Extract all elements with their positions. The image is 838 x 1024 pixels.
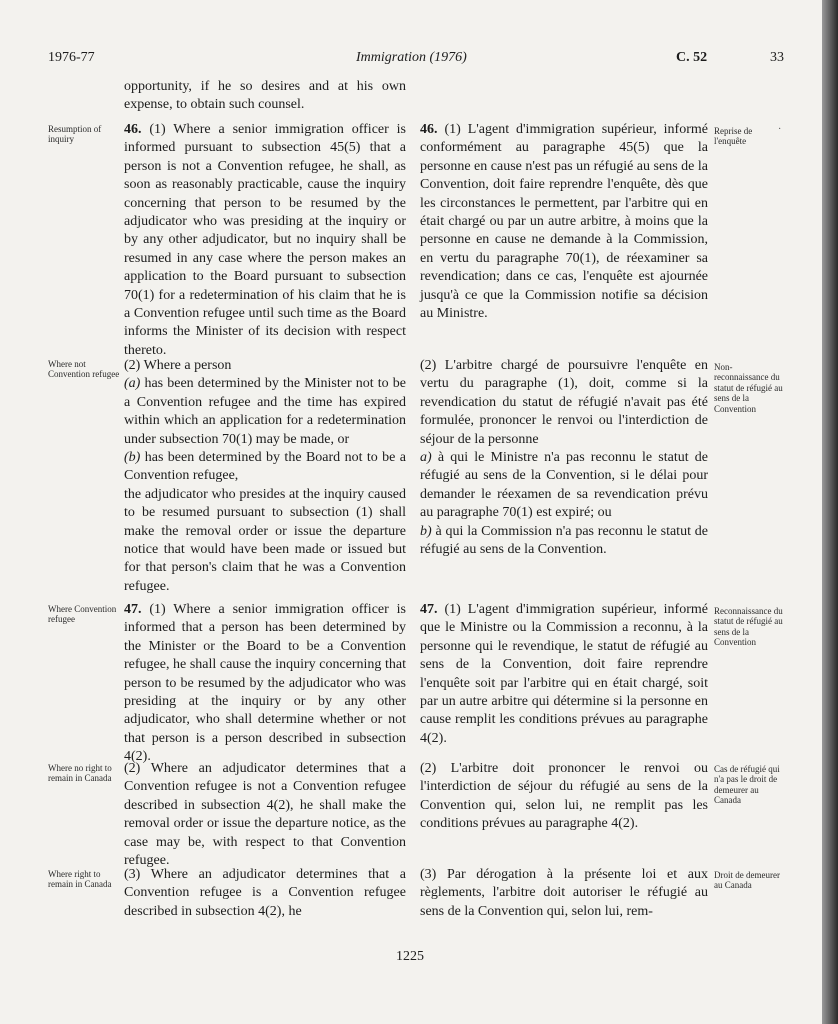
fr-section-46-1-text: (1) L'agent d'immigration supérieur, informé conformément au paragraphe 45(5) que la personne en cause n'est pas un réfugié au sens de la Convention, doit faire reprendre l'enquête, dès que les circonstances le permettent, par l'arbitre qui en était chargé ou par un autre arbitre, à moins que la personne en cause ne demande à la Commission, en vertu du paragraphe 70(1), de réexaminer sa revendication; dans ce cas, l'enquête est ajournée jusqu'à ce que la Commission notifie sa décision au Ministre. (420, 122, 708, 322)
en-intro-text: opportunity, if he so desires and at his own expense, to obtain such counsel. (124, 79, 406, 113)
fr-section-46-2-lead: (2) L'arbitre chargé de poursuivre l'enquête en vertu du paragraphe (1), doit, comme si la revendication du statut de réfugié n'avait pas été formulée, prononcer le renvoi ou l'interdiction de séjour de la personne (420, 358, 708, 447)
en-section-46-2-tail: the adjudicator who presides at the inquiry caused to be resumed pursuant to subsection (1) shall make the removal order or issue the departure notice that would have been made or issued but for that person's claim that he was a Convention refugee. (124, 486, 406, 594)
margin-note-resumption: Resumption of inquiry (48, 124, 102, 145)
fr-para-a-text: à qui le Ministre n'a pas reconnu le statut de réfugié au sens de la Convention, si le délai pour demander le réexamen de sa revendication prévu au paragraphe 70(1) est expiré; ou (420, 450, 708, 521)
en-para-a-text: has been determined by the Minister not to be a Convention refugee and the time has expired within which an application for a redetermination under subsection 70(1) may be made, or (124, 376, 406, 447)
margin-note-droit: Droit de demeurer au Canada (714, 870, 780, 891)
en-section-47-1 (124, 601, 406, 767)
fr-para-b-text: à qui la Commission n'a pas reconnu le statut de réfugié au sens de la Convention. (420, 523, 708, 558)
folio-number: 1225 (396, 949, 424, 964)
fr-section-47-2 (420, 760, 708, 834)
fr-section-47-number: 47. (420, 602, 438, 617)
margin-note-reconnaissance: Reconnaissance du statut de réfugié au sens de la Convention (714, 606, 783, 648)
en-section-47-3 (124, 866, 406, 921)
fr-section-47-2-text: (2) L'arbitre doit prononcer le renvoi ou l'interdiction de séjour du réfugié au sens de la Convention qui, selon lui, ne remplit pas les conditions prévues au paragraphe 4(2). (420, 761, 708, 832)
en-section-46-2-lead: (2) Where a person (124, 358, 232, 373)
en-section-47-number: 47. (124, 602, 142, 617)
en-para-b-label: (b) (124, 450, 141, 466)
stray-mark: · (778, 124, 782, 135)
margin-note-where-not: Where not Convention refugee (48, 359, 120, 380)
en-para-a-label: (a) (124, 376, 141, 392)
en-section-47-3-text: (3) Where an adjudicator determines that a Convention refugee is a Convention refugee described in subsection 4(2), he (124, 867, 406, 919)
en-intro (124, 78, 406, 115)
en-section-46-1 (124, 121, 406, 360)
header-title: Immigration (1976) (356, 50, 467, 65)
margin-note-reprise: Reprise de l'enquête (714, 126, 753, 147)
fr-section-47-3 (420, 866, 708, 921)
margin-note-no-right: Where no right to remain in Canada (48, 763, 112, 784)
en-section-47-2 (124, 760, 406, 870)
fr-section-46-number: 46. (420, 122, 438, 137)
fr-section-47-3-text: (3) Par dérogation à la présente loi et aux règlements, l'arbitre doit autoriser le réfugié au sens de la Convention qui, selon lui, rem- (420, 867, 708, 919)
page-edge-shadow (822, 0, 838, 1024)
en-section-46-number: 46. (124, 122, 142, 137)
header-chapter: C. 52 (676, 50, 708, 65)
header-page-number: 33 (770, 50, 784, 65)
en-section-46-2 (124, 357, 406, 596)
fr-section-46-2 (420, 357, 708, 559)
margin-note-right: Where right to remain in Canada (48, 869, 112, 890)
en-section-47-2-text: (2) Where an adjudicator determines that a Convention refugee is not a Convention refugee described in subsection 4(2), he shall make the removal order or issue the departure notice, as the case may be, with respect to that Convention refugee. (124, 761, 406, 869)
en-para-b-text: has been determined by the Board not to be a Convention refugee, (124, 450, 406, 484)
en-section-46-1-text: (1) Where a senior immigration officer is informed pursuant to subsection 45(5) that a person is not a Convention refugee, he shall, as soon as reasonably practicable, cause the inquiry concerning that person to be resumed by the adjudicator who was presiding at the inquiry or by any other adjudicator, but no inquiry shall be resumed in any case where the person makes an application to the Board pursuant to subsection 70(1) for a redetermination of his claim that he is a Convention refugee until such time as the Board informs the Minister of its decision with respect thereto. (124, 122, 406, 358)
fr-para-a-label: a) (420, 450, 432, 466)
fr-para-b-label: b) (420, 523, 432, 539)
en-section-47-1-text: (1) Where a senior immigration officer is informed that a person has been determined by the Minister or the Board to be a Convention refugee, he shall cause the inquiry concerning that person to be resumed by the adjudicator who was presiding at the inquiry or by any other adjudicator, who shall determine whether or not that person is a person described in subsection 4(2). (124, 602, 406, 765)
fr-section-47-1-text: (1) L'agent d'immigration supérieur, informé que le Ministre ou la Commission a reconnu, à la personne qui le revendique, le statut de réfugié au sens de la Convention, doit faire reprendre l'enquête soit par l'arbitre qui en était chargé, soit par un autre arbitre qui détermine si la personne en cause remplit les conditions prévues au paragraphe 4(2). (420, 602, 708, 746)
fr-section-46-1 (420, 121, 708, 323)
margin-note-non-reconnaissance: Non-reconnaissance du statut de réfugié au sens de la Convention (714, 362, 783, 414)
margin-note-where-convention: Where Convention refugee (48, 604, 117, 625)
margin-note-cas: Cas de réfugié qui n'a pas le droit de demeurer au Canada (714, 764, 780, 806)
fr-section-47-1 (420, 601, 708, 748)
header-year: 1976-77 (48, 50, 95, 65)
